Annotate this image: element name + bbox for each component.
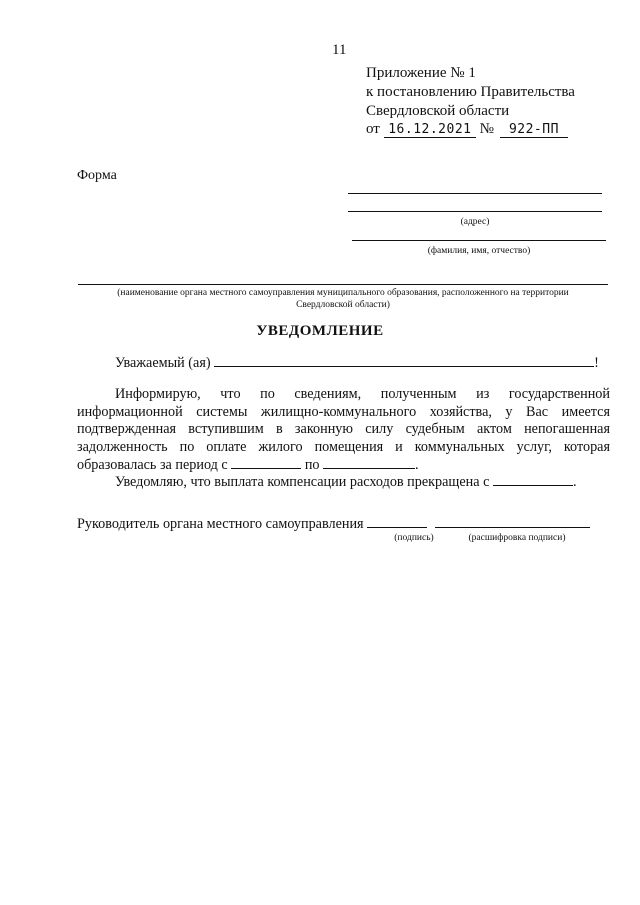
period-to-blank (323, 456, 415, 469)
appendix-date-number (366, 120, 568, 139)
signature-caption: (подпись) (394, 533, 434, 543)
termination-date-blank (493, 473, 573, 486)
greeting-line (77, 354, 610, 373)
organization-caption (78, 287, 608, 311)
address-line-2 (348, 211, 602, 212)
period-from-label: образовалась за период с (77, 457, 228, 473)
fio-line (352, 240, 606, 241)
greeting-end: ! (594, 355, 599, 371)
paragraph-1: Информирую, что по сведениям, полученным из государственной информационной системы жилищно-коммунального хозяйства, у Вас имеется подтвержденная вступившим в законную силу судебным актом непогашенная задолженность по оплате жилого помещения и коммунальных услуг, которая (77, 386, 610, 455)
period-to-label: по (304, 457, 320, 473)
address-line-1 (348, 193, 602, 194)
greeting-text: Уважаемый (ая) (115, 355, 211, 371)
signature-label: Руководитель органа местного самоуправления (77, 516, 364, 532)
organization-line (78, 284, 608, 285)
paragraph-1-last-line (77, 456, 610, 475)
decryption-blank (435, 515, 590, 528)
fio-caption: (фамилия, имя, отчество) (427, 246, 531, 256)
period-end-dot: . (415, 457, 419, 473)
decree-date: 16.12.2021 (384, 122, 476, 138)
organization-caption-line-2: Свердловской области) (296, 300, 390, 310)
document-title: УВЕДОМЛЕНИЕ (256, 323, 384, 339)
organization-caption-line-1: (наименование органа местного самоуправления муниципального образования, расположенного на территории (117, 288, 569, 298)
form-label: Форма (77, 168, 117, 183)
page-number: 11 (332, 42, 347, 58)
decree-number: 922-ПП (500, 122, 568, 138)
number-label: № (479, 121, 494, 137)
address-caption: (адрес) (460, 217, 490, 227)
appendix-line-3: Свердловской области (366, 103, 510, 119)
paragraph-2-end-dot: . (572, 474, 577, 490)
period-from-blank (231, 456, 301, 469)
paragraph-2-text: Уведомляю, что выплата компенсации расходов прекращена с (115, 474, 490, 490)
from-label: от (366, 121, 380, 137)
decryption-caption: (расшифровка подписи) (468, 533, 566, 543)
signature-line (77, 515, 610, 534)
appendix-line-2: к постановлению Правительства (366, 84, 575, 100)
appendix-line-1: Приложение № 1 (366, 65, 476, 81)
paragraph-2 (77, 473, 610, 492)
signature-blank (367, 515, 427, 528)
recipient-name-blank (214, 354, 594, 367)
